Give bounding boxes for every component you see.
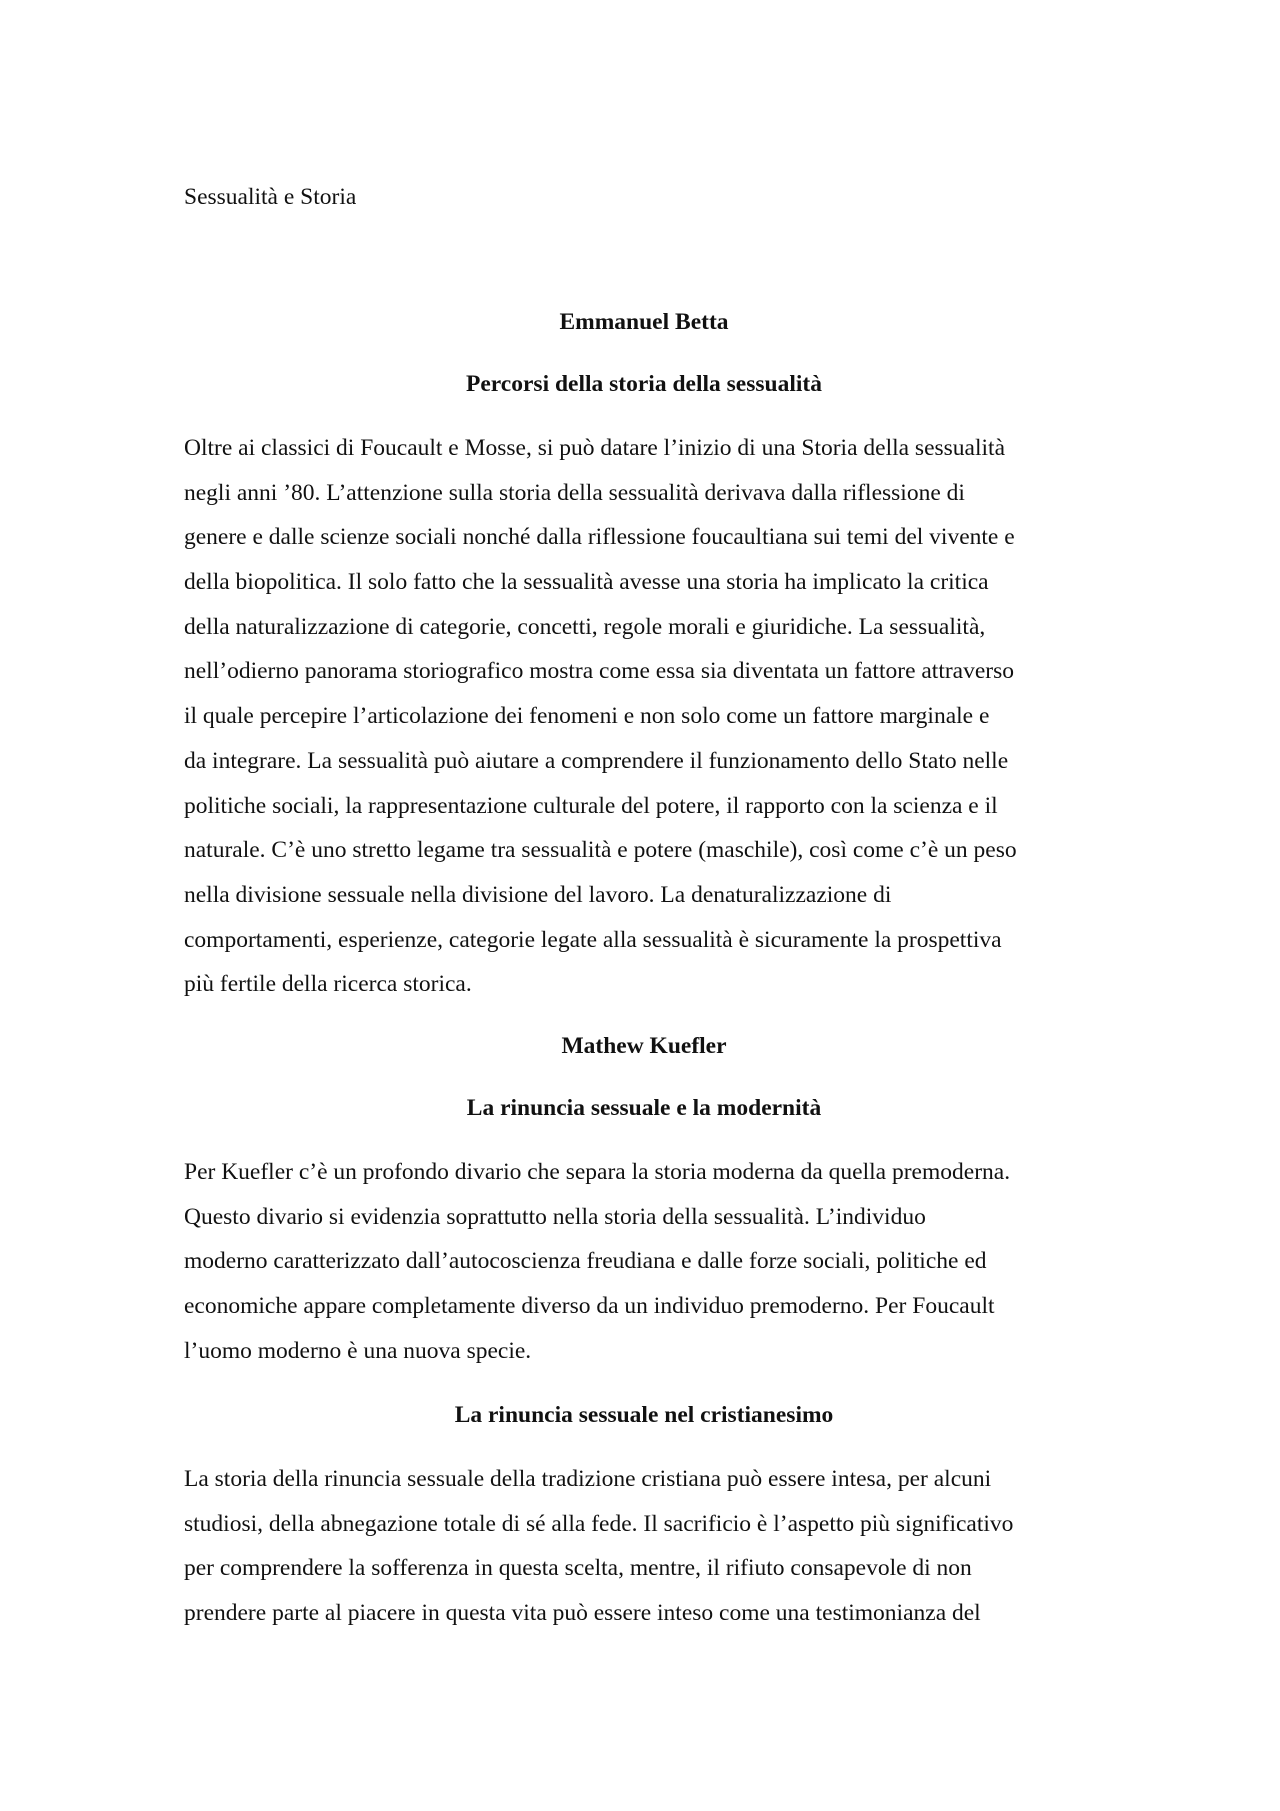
text-line: economiche appare completamente diverso da un individuo premoderno. Per Foucault (184, 1293, 995, 1320)
text-line: della biopolitica. Il solo fatto che la sessualità avesse una storia ha implicato la critica (184, 569, 989, 596)
text-line: da integrare. La sessualità può aiutare a comprendere il funzionamento dello Stato nelle (184, 747, 1009, 774)
text-line: studiosi, della abnegazione totale di sé alla fede. Il sacrificio è l’aspetto più significativo (184, 1510, 1014, 1537)
paragraph-modernita (184, 1150, 1114, 1373)
text-line: nell’odierno panorama storiografico mostra come essa sia diventata un fattore attraverso (184, 658, 1015, 685)
text-line: negli anni ’80. L’attenzione sulla storia della sessualità derivava dalla riflessione di (184, 479, 965, 506)
text-line: comportamenti, esperienze, categorie legate alla sessualità è sicuramente la prospettiva (184, 926, 1002, 953)
text-line: l’uomo moderno è una nuova specie. (184, 1337, 532, 1364)
section-title-modernita: La rinuncia sessuale e la modernità (466, 1095, 822, 1121)
paragraph-cristianesimo (184, 1457, 1114, 1636)
text-line: moderno caratterizzato dall’autocoscienza freudiana e dalle forze sociali, politiche ed (184, 1248, 987, 1275)
section-author-kuefler: Mathew Kuefler (561, 1033, 727, 1059)
text-line: Oltre ai classici di Foucault e Mosse, si può datare l’inizio di una Storia della sessualità (184, 435, 1005, 461)
document-title: Sessualità e Storia (184, 184, 357, 210)
text-line: naturale. C’è uno stretto legame tra sessualità e potere (maschile), così come c’è un peso (184, 837, 1017, 864)
text-line: più fertile della ricerca storica. (184, 971, 472, 998)
text-line: per comprendere la sofferenza in questa scelta, mentre, il rifiuto consapevole di non (184, 1555, 972, 1582)
text-line: genere e dalle scienze sociali nonché dalla riflessione foucaultiana sui temi del vivente e (184, 524, 1015, 551)
text-line: nella divisione sessuale nella divisione del lavoro. La denaturalizzazione di (184, 881, 892, 908)
section-title-percorsi: Percorsi della storia della sessualità (466, 371, 822, 397)
text-line: La storia della rinuncia sessuale della tradizione cristiana può essere intesa, per alcuni (184, 1466, 992, 1492)
text-line: Questo divario si evidenzia soprattutto nella storia della sessualità. L’individuo (184, 1203, 926, 1230)
paragraph-percorsi (184, 426, 1114, 1007)
section-title-cristianesimo: La rinuncia sessuale nel cristianesimo (454, 1402, 834, 1428)
section-author-betta: Emmanuel Betta (559, 309, 729, 335)
text-line: il quale percepire l’articolazione dei fenomeni e non solo come un fattore marginale e (184, 703, 990, 730)
text-line: Per Kuefler c’è un profondo divario che separa la storia moderna da quella premoderna. (184, 1159, 1011, 1185)
text-line: prendere parte al piacere in questa vita può essere inteso come una testimonianza del (184, 1600, 981, 1627)
text-line: politiche sociali, la rappresentazione culturale del potere, il rapporto con la scienza e il (184, 792, 998, 819)
text-line: della naturalizzazione di categorie, concetti, regole morali e giuridiche. La sessualità, (184, 613, 986, 640)
